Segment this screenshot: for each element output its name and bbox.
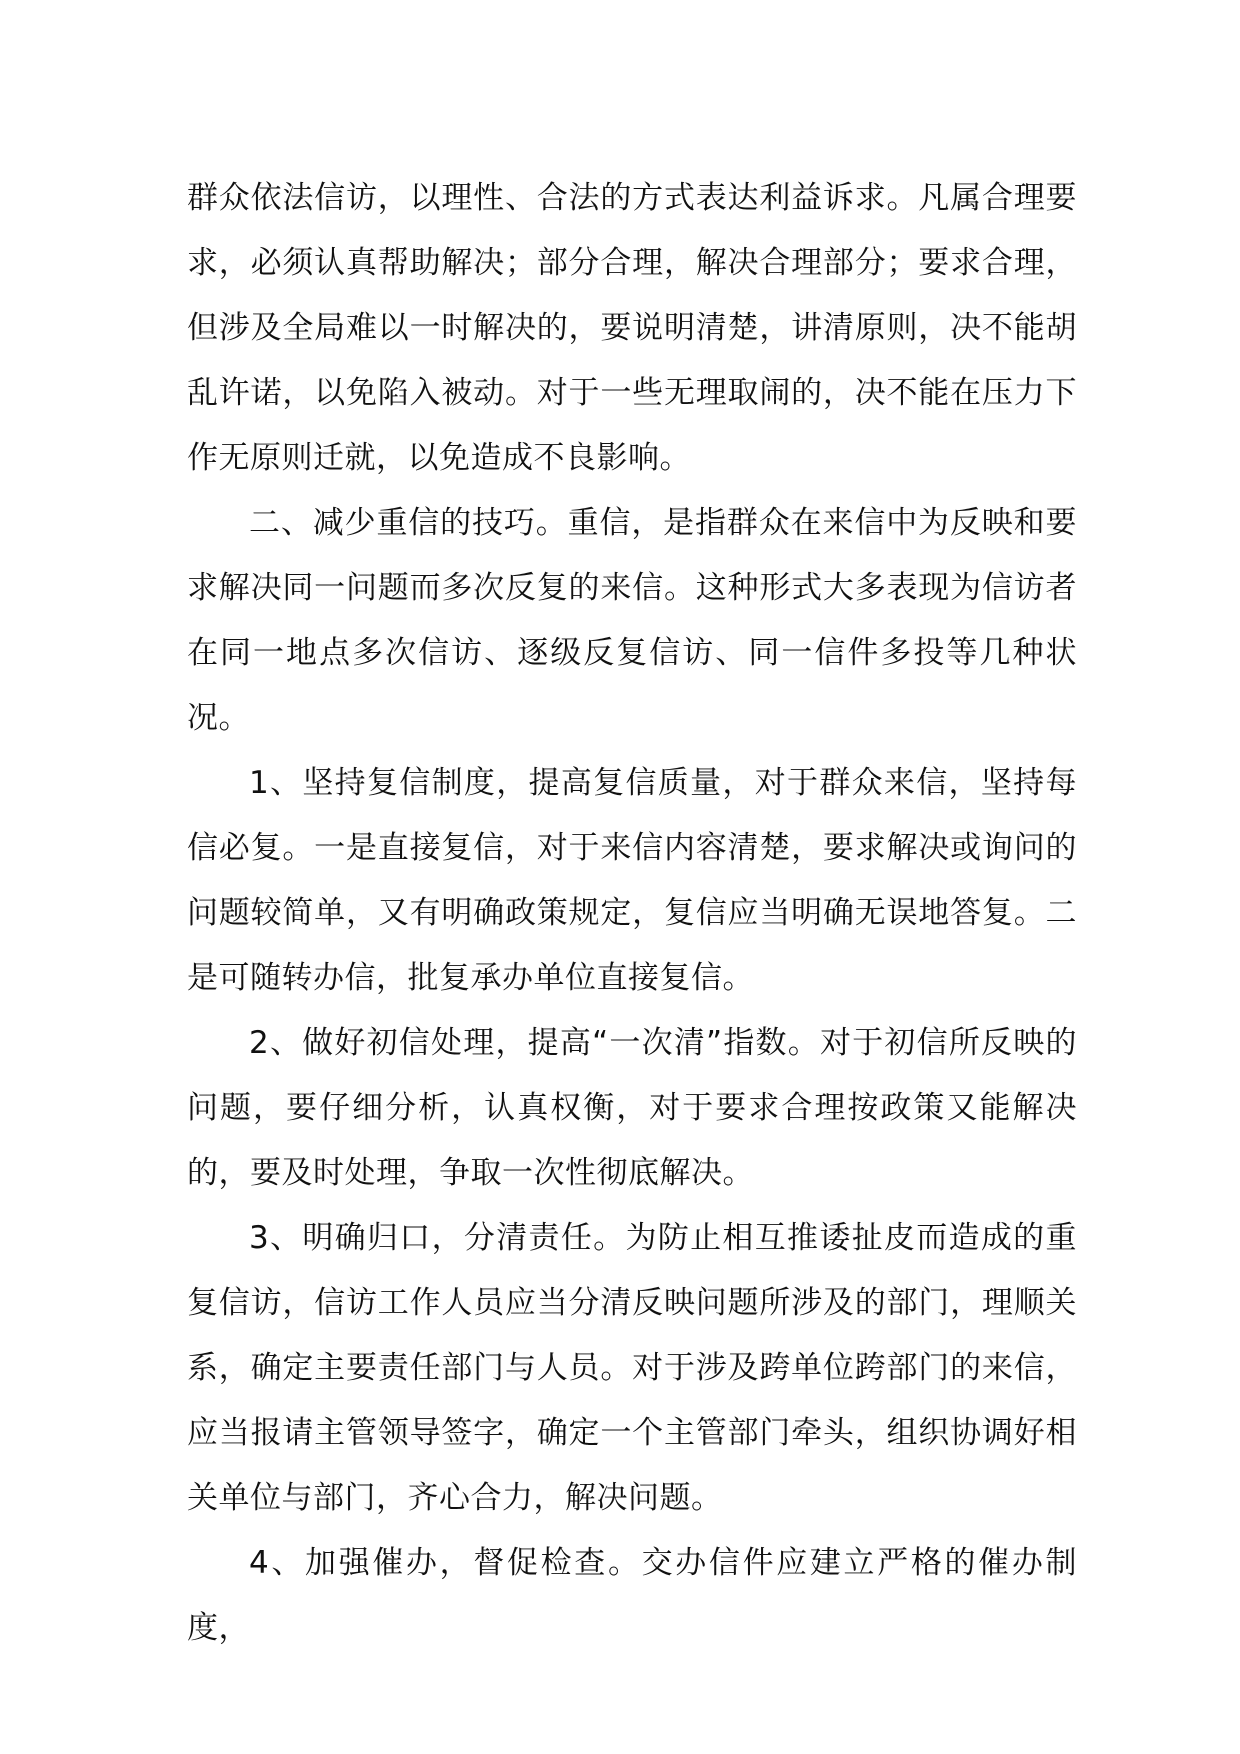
paragraph-1: 群众依法信访，以理性、合法的方式表达利益诉求。凡属合理要求，必须认真帮助解决；部分合理，解决合理部分；要求合理，但涉及全局难以一时解决的，要说明清楚，讲清原则，决不能胡乱许诺，以免陷入被动。对于一些无理取闹的，决不能在压力下作无原则迁就，以免造成不良影响。 (187, 180, 1077, 476)
paragraph-3: 1、坚持复信制度，提高复信质量，对于群众来信，坚持每信必复。一是直接复信，对于来信内容清楚，要求解决或询问的问题较简单，又有明确政策规定，复信应当明确无误地答复。二是可随转办信，批复承办单位直接复信。 (187, 765, 1077, 996)
paragraph-5: 3、明确归口，分清责任。为防止相互推诿扯皮而造成的重复信访，信访工作人员应当分清反映问题所涉及的部门，理顺关系，确定主要责任部门与人员。对于涉及跨单位跨部门的来信，应当报请主管领导签字，确定一个主管部门牵头，组织协调好相关单位与部门，齐心合力，解决问题。 (187, 1220, 1077, 1516)
paragraph-4: 2、做好初信处理，提高“一次清”指数。对于初信所反映的问题，要仔细分析，认真权衡，对于要求合理按政策又能解决的，要及时处理，争取一次性彻底解决。 (187, 1025, 1077, 1191)
paragraph-2: 二、减少重信的技巧。重信，是指群众在来信中为反映和要求解决同一问题而多次反复的来信。这种形式大多表现为信访者在同一地点多次信访、逐级反复信访、同一信件多投等几种状况。 (187, 505, 1077, 736)
paragraph-6: 4、加强催办，督促检查。交办信件应建立严格的催办制度， (187, 1545, 1077, 1646)
document-page (187, 166, 1077, 1661)
